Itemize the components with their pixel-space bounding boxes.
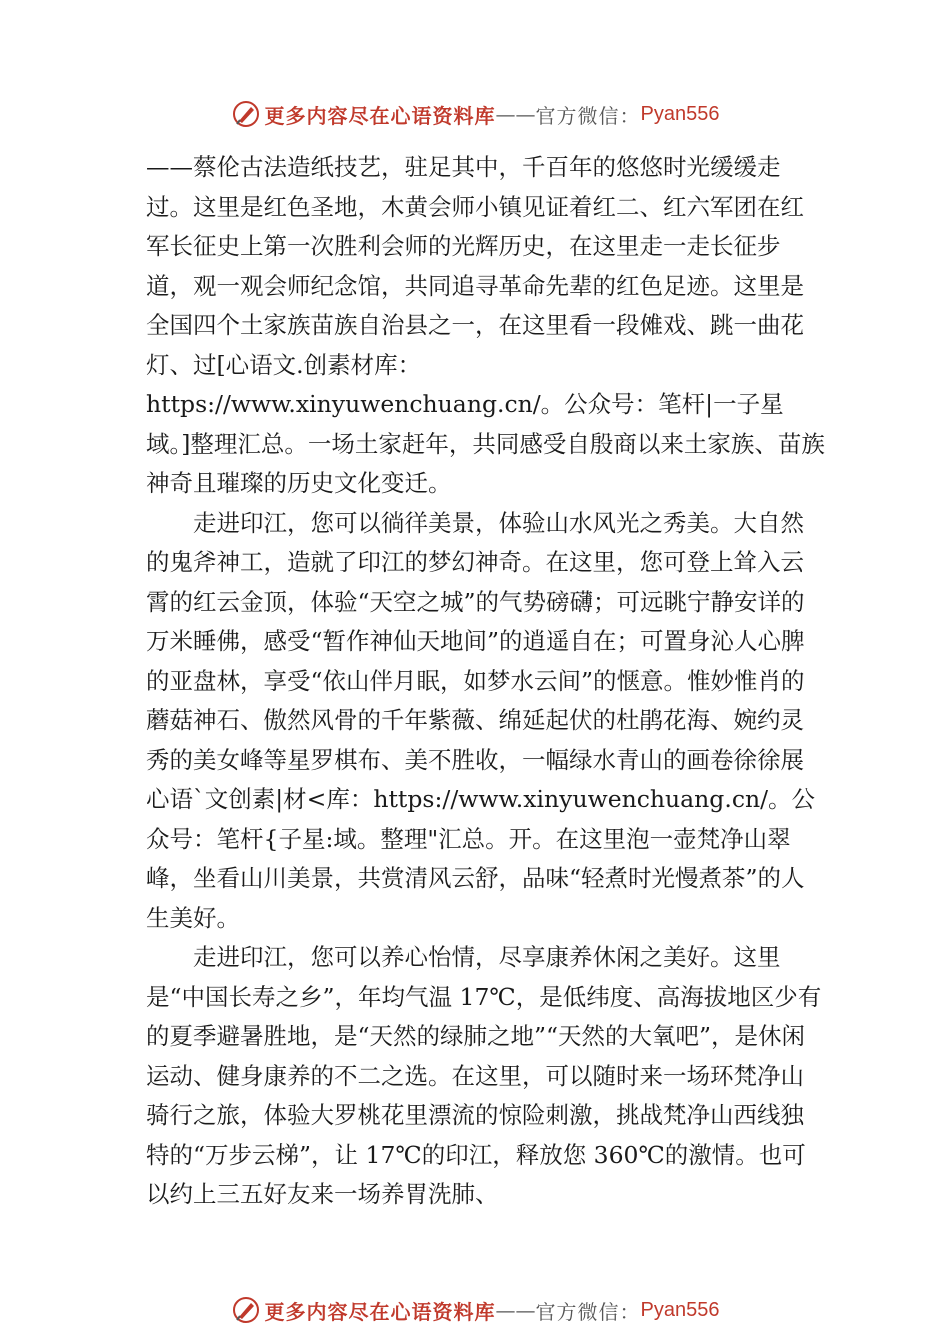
- pen-logo-icon: [231, 1295, 261, 1325]
- paragraph-1: ——蔡伦古法造纸技艺，驻足其中，千百年的悠悠时光缓缓走过。这里是红色圣地，木黄会师小镇见证着红二、红六军团在红军长征史上第一次胜利会师的光辉历史，在这里走一走长征步道，观一观会师纪念馆，共同追寻革命先辈的红色足迹。这里是全国四个土家族苗族自治县之一，在这里看一段傩戏、跳一曲花灯、过[心语文.创素材库：https://www.xinyuwenchuang.cn/。公众号：笔杆|一子星域。]整理汇总。一场土家赶年，共同感受自殷商以来土家族、苗族神奇且璀璨的历史文化变迁。: [146, 153, 825, 497]
- pen-logo-icon: [231, 99, 261, 129]
- banner-wechat-id: Pyan556: [640, 1298, 720, 1321]
- banner-dash: ——: [495, 1298, 536, 1322]
- document-body: [146, 148, 826, 1215]
- paragraph-3: 走进印江，您可以养心怡情，尽享康养休闲之美好。这里是“中国长寿之乡”，年均气温 17℃，是低纬度、高海拔地区少有的夏季避暑胜地，是“天然的绿肺之地”“天然的大氧吧”，是休闲运动、健身康养的不二之选。在这里，可以随时来一场环梵净山骑行之旅，体验大罗桃花里漂流的惊险刺激，挑战梵净山西线独特的“万步云梯”，让 17℃的印江，释放您 360℃的激情。也可以约上三五好友来一场养胃洗肺、: [146, 943, 822, 1208]
- banner-title: 更多内容尽在心语资料库: [264, 103, 496, 128]
- paragraph-2: 走进印江，您可以徜徉美景，体验山水风光之秀美。大自然的鬼斧神工，造就了印江的梦幻神奇。在这里，您可登上耸入云霄的红云金顶，体验“天空之城”的气势磅礴；可远眺宁静安详的万米睡佛，感受“暂作神仙天地间”的逍遥自在；可置身沁人心脾的亚盘林，享受“依山伴月眠，如梦水云间”的惬意。惟妙惟肖的蘑菇神石、傲然风骨的千年紫薇、绵延起伏的杜鹃花海、婉约灵秀的美女峰等星罗棋布、美不胜收，一幅绿水青山的画卷徐徐展心语`文创素|材<库：https://www.xinyuwenchuang.cn/。公众号：笔杆{子星:域。整理"汇总。开。在这里泡一壶梵净山翠峰，坐看山川美景，共赏清风云舒，品味“轻煮时光慢煮茶”的人生美好。: [146, 508, 816, 932]
- header-banner: [0, 94, 950, 134]
- footer-banner: [0, 1290, 950, 1330]
- banner-title: 更多内容尽在心语资料库: [264, 1299, 496, 1324]
- banner-dash: ——: [495, 102, 536, 126]
- banner-wechat-label: 官方微信：: [535, 103, 641, 128]
- banner-wechat-id: Pyan556: [640, 102, 720, 125]
- banner-wechat-label: 官方微信：: [535, 1299, 641, 1324]
